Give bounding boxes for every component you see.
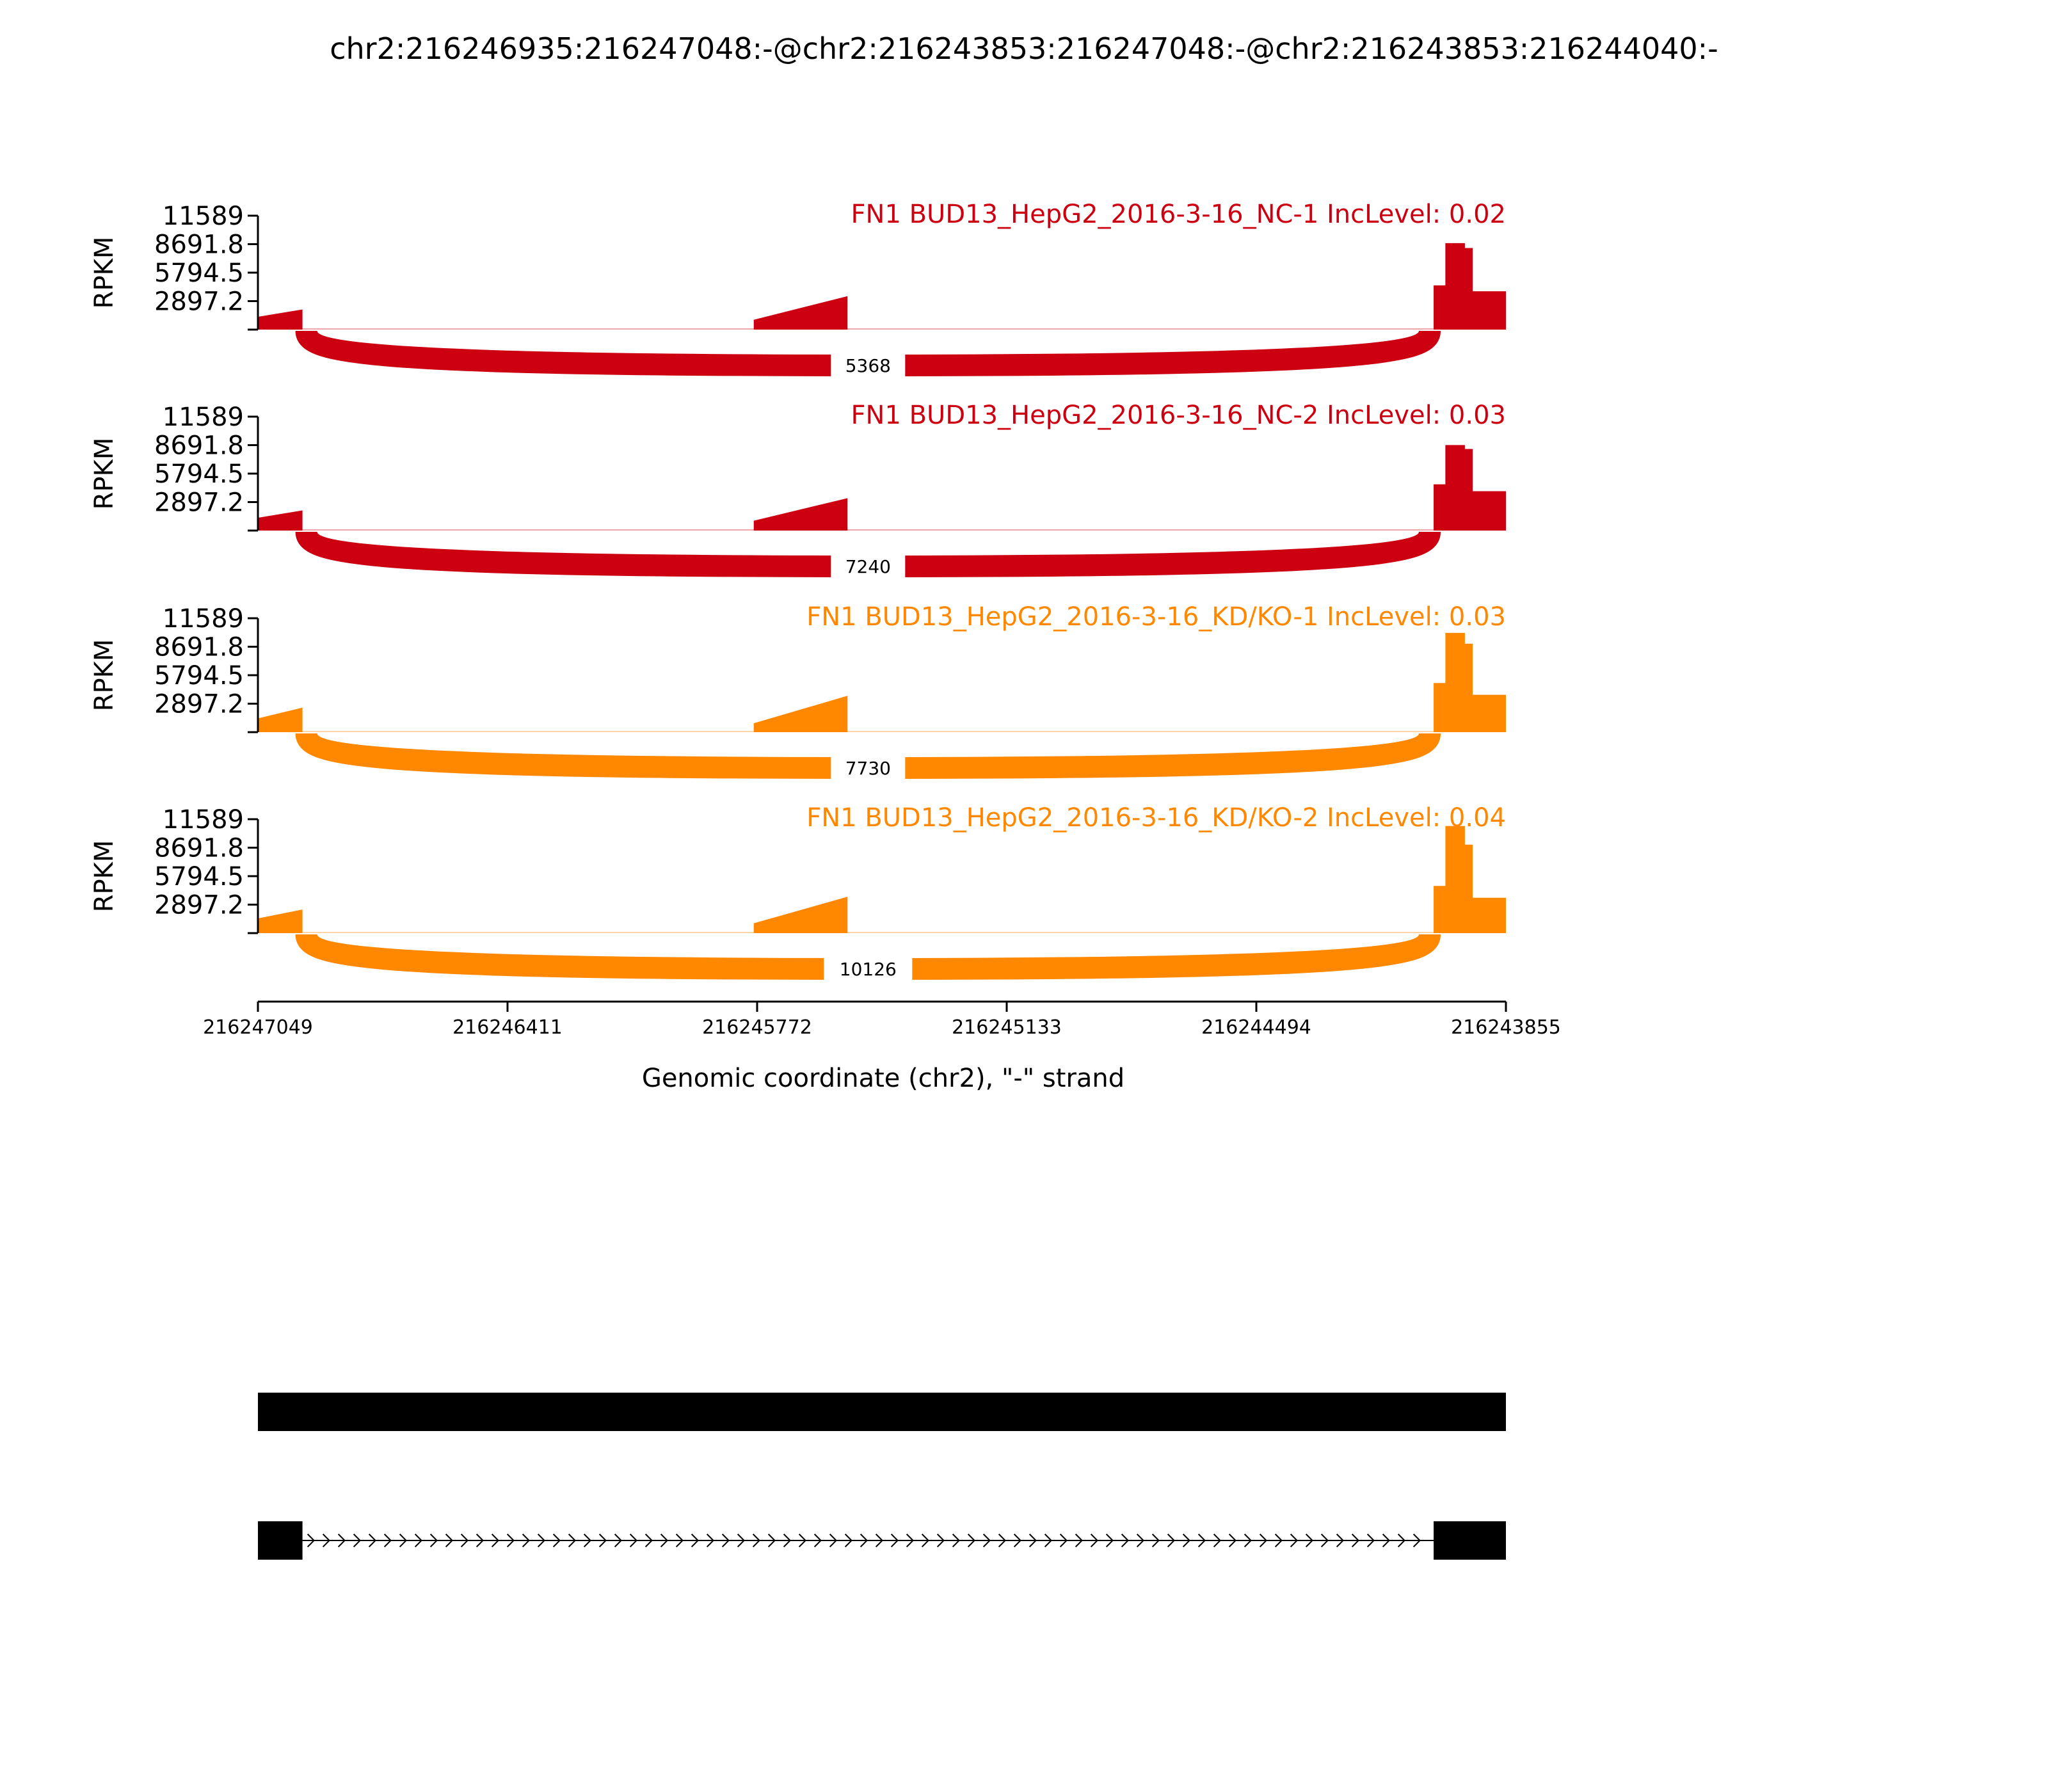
y-tick-label: 5794.5 <box>154 460 244 489</box>
sample-label: FN1 BUD13_HepG2_2016-3-16_KD/KO-2 IncLevel: 0.04 <box>806 803 1506 833</box>
figure-title: chr2:216246935:216247048:-@chr2:216243853:216247048:-@chr2:216243853:216244040:- <box>330 31 1718 66</box>
y-tick-label: 8691.8 <box>154 833 244 863</box>
sample-label: FN1 BUD13_HepG2_2016-3-16_NC-2 IncLevel: 0.03 <box>851 401 1506 430</box>
x-tick-label: 216245772 <box>702 1016 812 1039</box>
track-2 <box>90 401 1506 580</box>
y-tick-label: 5794.5 <box>154 661 244 691</box>
y-tick-label: 2897.2 <box>154 287 244 317</box>
y-tick-label: 5794.5 <box>154 862 244 892</box>
x-axis-label: Genomic coordinate (chr2), "-" strand <box>641 1064 1125 1093</box>
y-tick-label: 2897.2 <box>154 890 244 920</box>
isoform-2 <box>258 1521 1506 1560</box>
junction-count-label: 7240 <box>845 556 891 577</box>
junction-count-label: 5368 <box>845 355 891 376</box>
y-axis-label: RPKM <box>90 437 119 510</box>
isoform-models <box>258 1393 1506 1560</box>
isoform-exon <box>258 1521 303 1560</box>
isoform-exon <box>1434 1521 1506 1560</box>
y-tick-label: 2897.2 <box>154 488 244 518</box>
track-4 <box>90 803 1506 983</box>
y-tick-label: 8691.8 <box>154 230 244 260</box>
coverage-area-exon-3 <box>1434 445 1506 531</box>
y-tick-label: 11589 <box>162 604 244 634</box>
sample-label: FN1 BUD13_HepG2_2016-3-16_KD/KO-1 IncLevel: 0.03 <box>806 602 1506 632</box>
coverage-area-exon-2 <box>754 897 848 933</box>
track-1 <box>90 200 1506 380</box>
x-tick-label: 216243855 <box>1451 1016 1561 1039</box>
y-axis-label: RPKM <box>90 639 119 712</box>
isoform-1 <box>258 1393 1506 1431</box>
y-tick-label: 11589 <box>162 403 244 432</box>
junction-count-label: 7730 <box>845 758 891 779</box>
junction-count-label: 10126 <box>839 959 897 980</box>
coverage-area-exon-3 <box>1434 633 1506 732</box>
coverage-area-exon-1 <box>258 708 303 732</box>
track-3 <box>90 602 1506 782</box>
isoform-exon <box>258 1393 1506 1431</box>
x-tick-label: 216247049 <box>203 1016 313 1039</box>
y-tick-label: 11589 <box>162 805 244 835</box>
sashimi-tracks <box>90 200 1506 983</box>
coverage-area-exon-3 <box>1434 826 1506 933</box>
y-tick-label: 8691.8 <box>154 431 244 461</box>
y-tick-label: 2897.2 <box>154 689 244 719</box>
coverage-area-exon-2 <box>754 498 848 531</box>
coverage-area-exon-1 <box>258 310 303 330</box>
y-axis-label: RPKM <box>90 840 119 913</box>
x-axis <box>203 1002 1561 1039</box>
x-tick-label: 216245133 <box>952 1016 1062 1039</box>
sample-label: FN1 BUD13_HepG2_2016-3-16_NC-1 IncLevel: 0.02 <box>851 200 1506 229</box>
x-tick-label: 216244494 <box>1201 1016 1311 1039</box>
coverage-area-exon-2 <box>754 696 848 732</box>
y-tick-label: 5794.5 <box>154 259 244 288</box>
y-axis-label: RPKM <box>90 236 119 309</box>
coverage-area-exon-3 <box>1434 243 1506 330</box>
y-tick-label: 11589 <box>162 202 244 231</box>
coverage-area-exon-1 <box>258 909 303 933</box>
coverage-area-exon-2 <box>754 296 848 330</box>
y-tick-label: 8691.8 <box>154 632 244 662</box>
coverage-area-exon-1 <box>258 511 303 531</box>
x-tick-label: 216246411 <box>452 1016 563 1039</box>
